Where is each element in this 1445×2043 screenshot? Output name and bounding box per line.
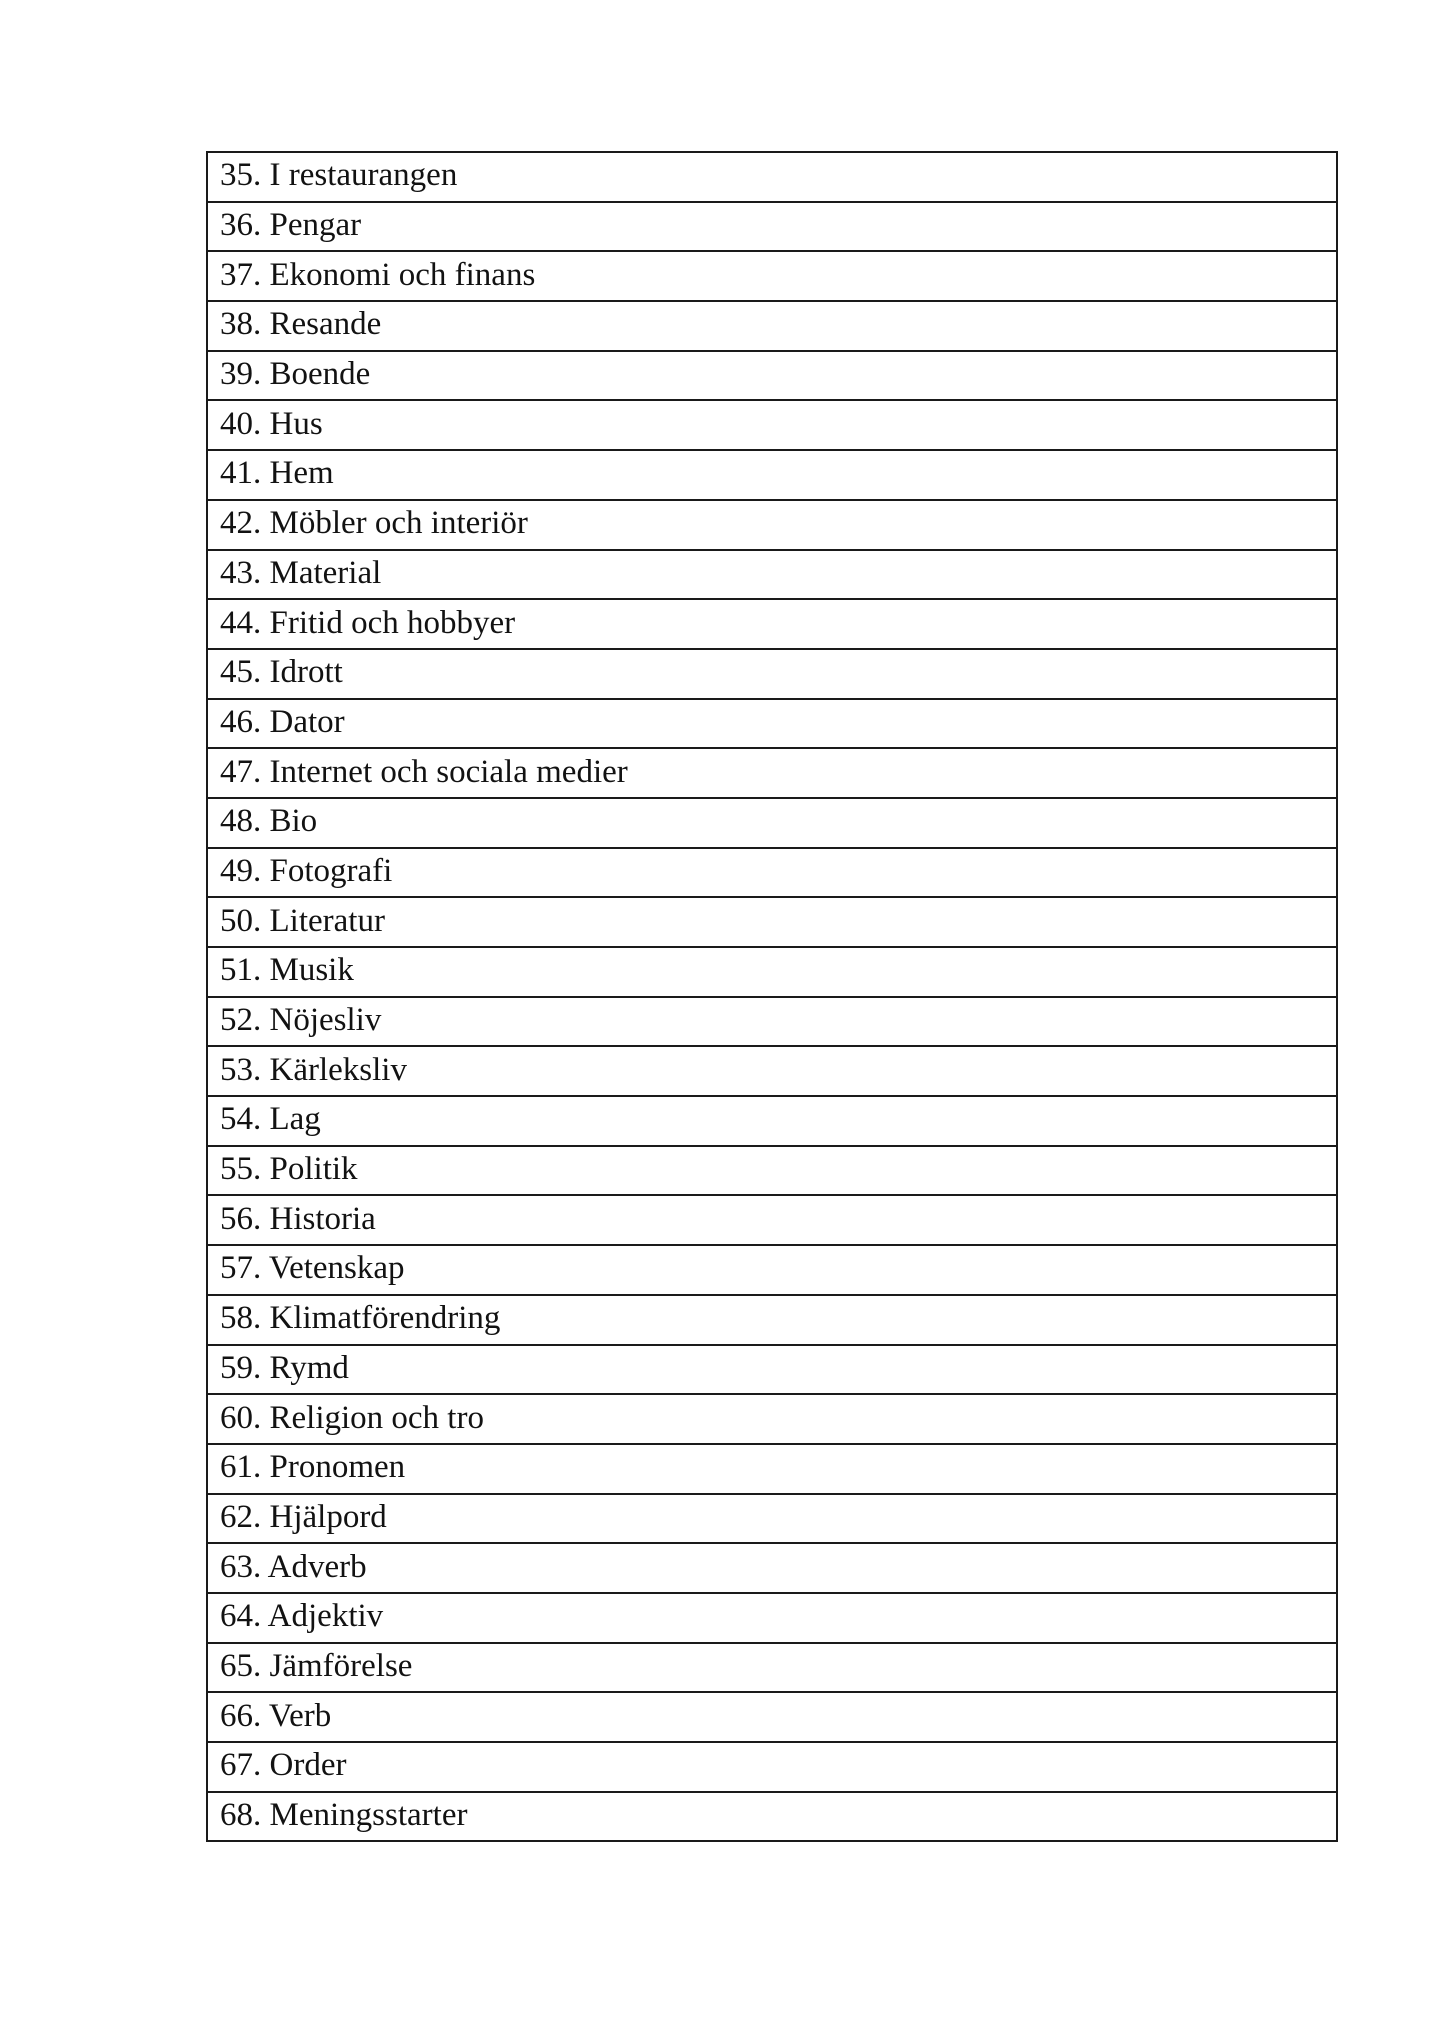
toc-entry: 41. Hem (207, 450, 1337, 500)
toc-entry: 45. Idrott (207, 649, 1337, 699)
table-row (207, 1543, 1337, 1593)
toc-entry: 61. Pronomen (207, 1444, 1337, 1494)
table-row (207, 1593, 1337, 1643)
table-row (207, 1096, 1337, 1146)
table-row (207, 1146, 1337, 1196)
toc-entry: 42. Möbler och interiör (207, 500, 1337, 550)
toc-entry: 66. Verb (207, 1692, 1337, 1742)
table-row (207, 1792, 1337, 1842)
table-row (207, 1345, 1337, 1395)
contents-table (206, 151, 1338, 1842)
table-row (207, 500, 1337, 550)
toc-entry: 37. Ekonomi och finans (207, 251, 1337, 301)
contents-table-body (207, 152, 1337, 1841)
table-row (207, 649, 1337, 699)
toc-entry: 36. Pengar (207, 202, 1337, 252)
table-row (207, 848, 1337, 898)
toc-entry: 46. Dator (207, 699, 1337, 749)
table-row (207, 152, 1337, 202)
table-row (207, 1494, 1337, 1544)
toc-entry: 64. Adjektiv (207, 1593, 1337, 1643)
toc-entry: 50. Literatur (207, 897, 1337, 947)
toc-entry: 39. Boende (207, 351, 1337, 401)
toc-entry: 56. Historia (207, 1195, 1337, 1245)
table-row (207, 1394, 1337, 1444)
table-row (207, 1295, 1337, 1345)
toc-entry: 58. Klimatförendring (207, 1295, 1337, 1345)
toc-entry: 60. Religion och tro (207, 1394, 1337, 1444)
table-row (207, 1643, 1337, 1693)
table-row (207, 400, 1337, 450)
toc-entry: 35. I restaurangen (207, 152, 1337, 202)
toc-entry: 44. Fritid och hobbyer (207, 599, 1337, 649)
table-row (207, 699, 1337, 749)
toc-entry: 55. Politik (207, 1146, 1337, 1196)
table-row (207, 1742, 1337, 1792)
toc-entry: 59. Rymd (207, 1345, 1337, 1395)
table-row (207, 997, 1337, 1047)
table-row (207, 897, 1337, 947)
toc-entry: 54. Lag (207, 1096, 1337, 1146)
toc-entry: 67. Order (207, 1742, 1337, 1792)
table-row (207, 798, 1337, 848)
table-row (207, 251, 1337, 301)
toc-entry: 49. Fotografi (207, 848, 1337, 898)
toc-entry: 63. Adverb (207, 1543, 1337, 1593)
table-row (207, 351, 1337, 401)
toc-entry: 68. Meningsstarter (207, 1792, 1337, 1842)
toc-entry: 43. Material (207, 550, 1337, 600)
toc-entry: 52. Nöjesliv (207, 997, 1337, 1047)
table-row (207, 202, 1337, 252)
table-row (207, 1046, 1337, 1096)
table-row (207, 1444, 1337, 1494)
table-row (207, 1245, 1337, 1295)
toc-entry: 65. Jämförelse (207, 1643, 1337, 1693)
toc-entry: 53. Kärleksliv (207, 1046, 1337, 1096)
table-row (207, 1692, 1337, 1742)
table-row (207, 748, 1337, 798)
toc-entry: 62. Hjälpord (207, 1494, 1337, 1544)
table-row (207, 599, 1337, 649)
toc-entry: 40. Hus (207, 400, 1337, 450)
table-row (207, 550, 1337, 600)
toc-entry: 47. Internet och sociala medier (207, 748, 1337, 798)
table-row (207, 450, 1337, 500)
toc-entry: 51. Musik (207, 947, 1337, 997)
table-row (207, 1195, 1337, 1245)
table-row (207, 301, 1337, 351)
toc-entry: 38. Resande (207, 301, 1337, 351)
toc-entry: 48. Bio (207, 798, 1337, 848)
toc-entry: 57. Vetenskap (207, 1245, 1337, 1295)
table-row (207, 947, 1337, 997)
